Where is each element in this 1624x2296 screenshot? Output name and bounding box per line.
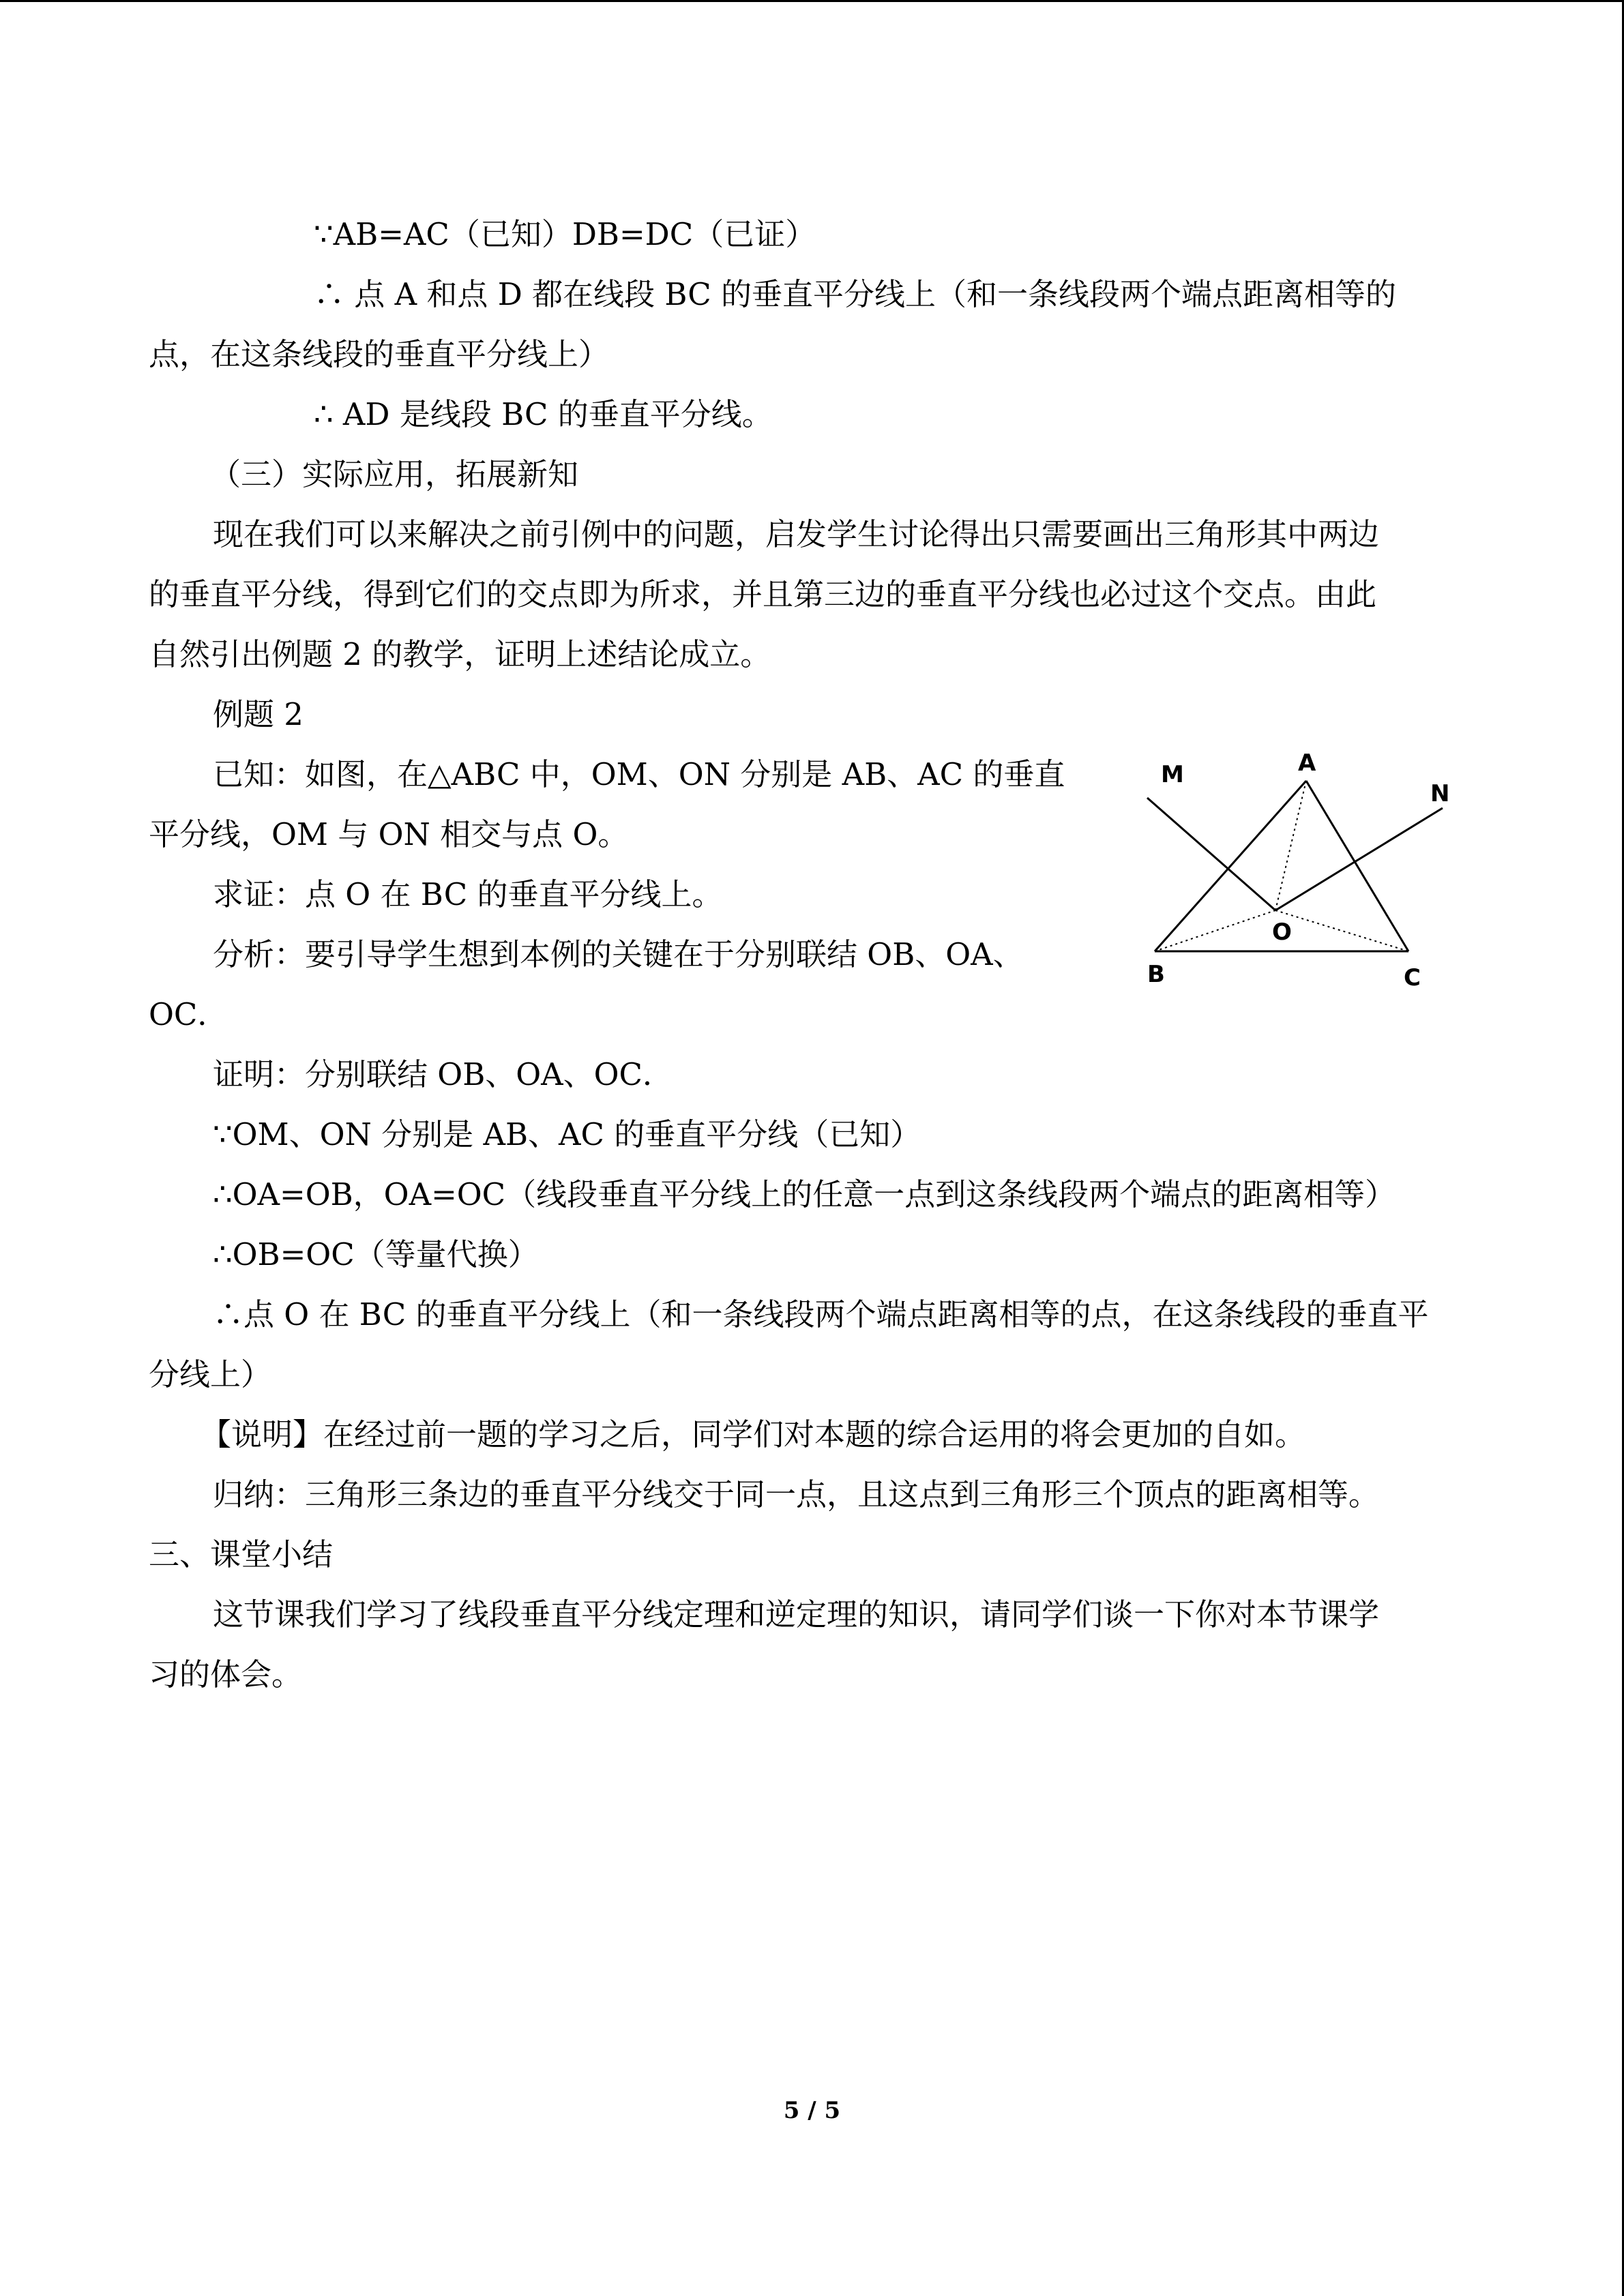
text-line-15: 证明：分别联结 OB、OA、OC．: [213, 1056, 673, 1092]
example-title: 例题 2: [213, 696, 304, 732]
text-line-8: 自然引出例题 2 的教学，证明上述结论成立。: [149, 636, 771, 672]
text-line-21: 【说明】在经过前一题的学习之后，同学们对本题的综合运用的将会更加的自如。: [201, 1416, 1306, 1452]
side-ac: [1306, 781, 1408, 951]
text-line-1: ∵AB=AC（已知）DB=DC（已证）: [314, 216, 816, 252]
bisector-on: [1275, 808, 1443, 910]
bisector-om: [1147, 798, 1275, 910]
text-line-13: 分析：要引导学生想到本例的关键在于分别联结 OB、OA、: [213, 936, 1024, 972]
triangle-figure: [1132, 743, 1514, 1002]
text-line-17: ∴OA=OB，OA=OC（线段垂直平分线上的任意一点到这条线段两个端点的距离相等）: [213, 1176, 1396, 1212]
text-line-7: 的垂直平分线，得到它们的交点即为所求，并且第三边的垂直平分线也必过这个交点。由此: [149, 576, 1377, 612]
text-line-4: ∴ AD 是线段 BC 的垂直平分线。: [314, 396, 773, 432]
text-line-3: 点，在这条线段的垂直平分线上）: [149, 336, 610, 372]
text-line-20: 分线上）: [149, 1356, 272, 1392]
text-line-18: ∴OB=OC（等量代换）: [213, 1236, 539, 1272]
label-a: A: [1298, 749, 1316, 777]
text-line-25: 习的体会。: [149, 1656, 303, 1693]
segment-oa: [1275, 781, 1306, 910]
label-b: B: [1147, 961, 1165, 988]
text-line-19: ∴点 O 在 BC 的垂直平分线上（和一条线段两个端点距离相等的点，在这条线段的垂直平: [213, 1296, 1429, 1332]
text-line-24: 这节课我们学习了线段垂直平分线定理和逆定理的知识，请同学们谈一下你对本节课学: [213, 1596, 1380, 1632]
page-number: 5 / 5: [783, 2097, 841, 2124]
section-heading-summary: 三、课堂小结: [149, 1536, 334, 1572]
section-heading-3: （三）实际应用，拓展新知: [210, 456, 579, 492]
text-line-6: 现在我们可以来解决之前引例中的问题，启发学生讨论得出只需要画出三角形其中两边: [213, 516, 1380, 552]
text-line-22: 归纳：三角形三条边的垂直平分线交于同一点，且这点到三角形三个顶点的距离相等。: [213, 1476, 1380, 1512]
label-m: M: [1161, 761, 1184, 788]
text-line-2: ∴ 点 A 和点 D 都在线段 BC 的垂直平分线上（和一条线段两个端点距离相等的: [314, 276, 1397, 312]
label-n: N: [1430, 780, 1450, 807]
text-line-14: OC．: [149, 996, 228, 1032]
text-line-11: 平分线，OM 与 ON 相交与点 O。: [149, 816, 629, 852]
text-line-12: 求证：点 O 在 BC 的垂直平分线上。: [213, 876, 723, 912]
text-line-10: 已知：如图，在△ABC 中，OM、ON 分别是 AB、AC 的垂直: [213, 756, 1065, 792]
text-line-16: ∵OM、ON 分别是 AB、AC 的垂直平分线（已知）: [213, 1116, 921, 1152]
label-c: C: [1404, 964, 1421, 992]
label-o: O: [1272, 919, 1292, 946]
